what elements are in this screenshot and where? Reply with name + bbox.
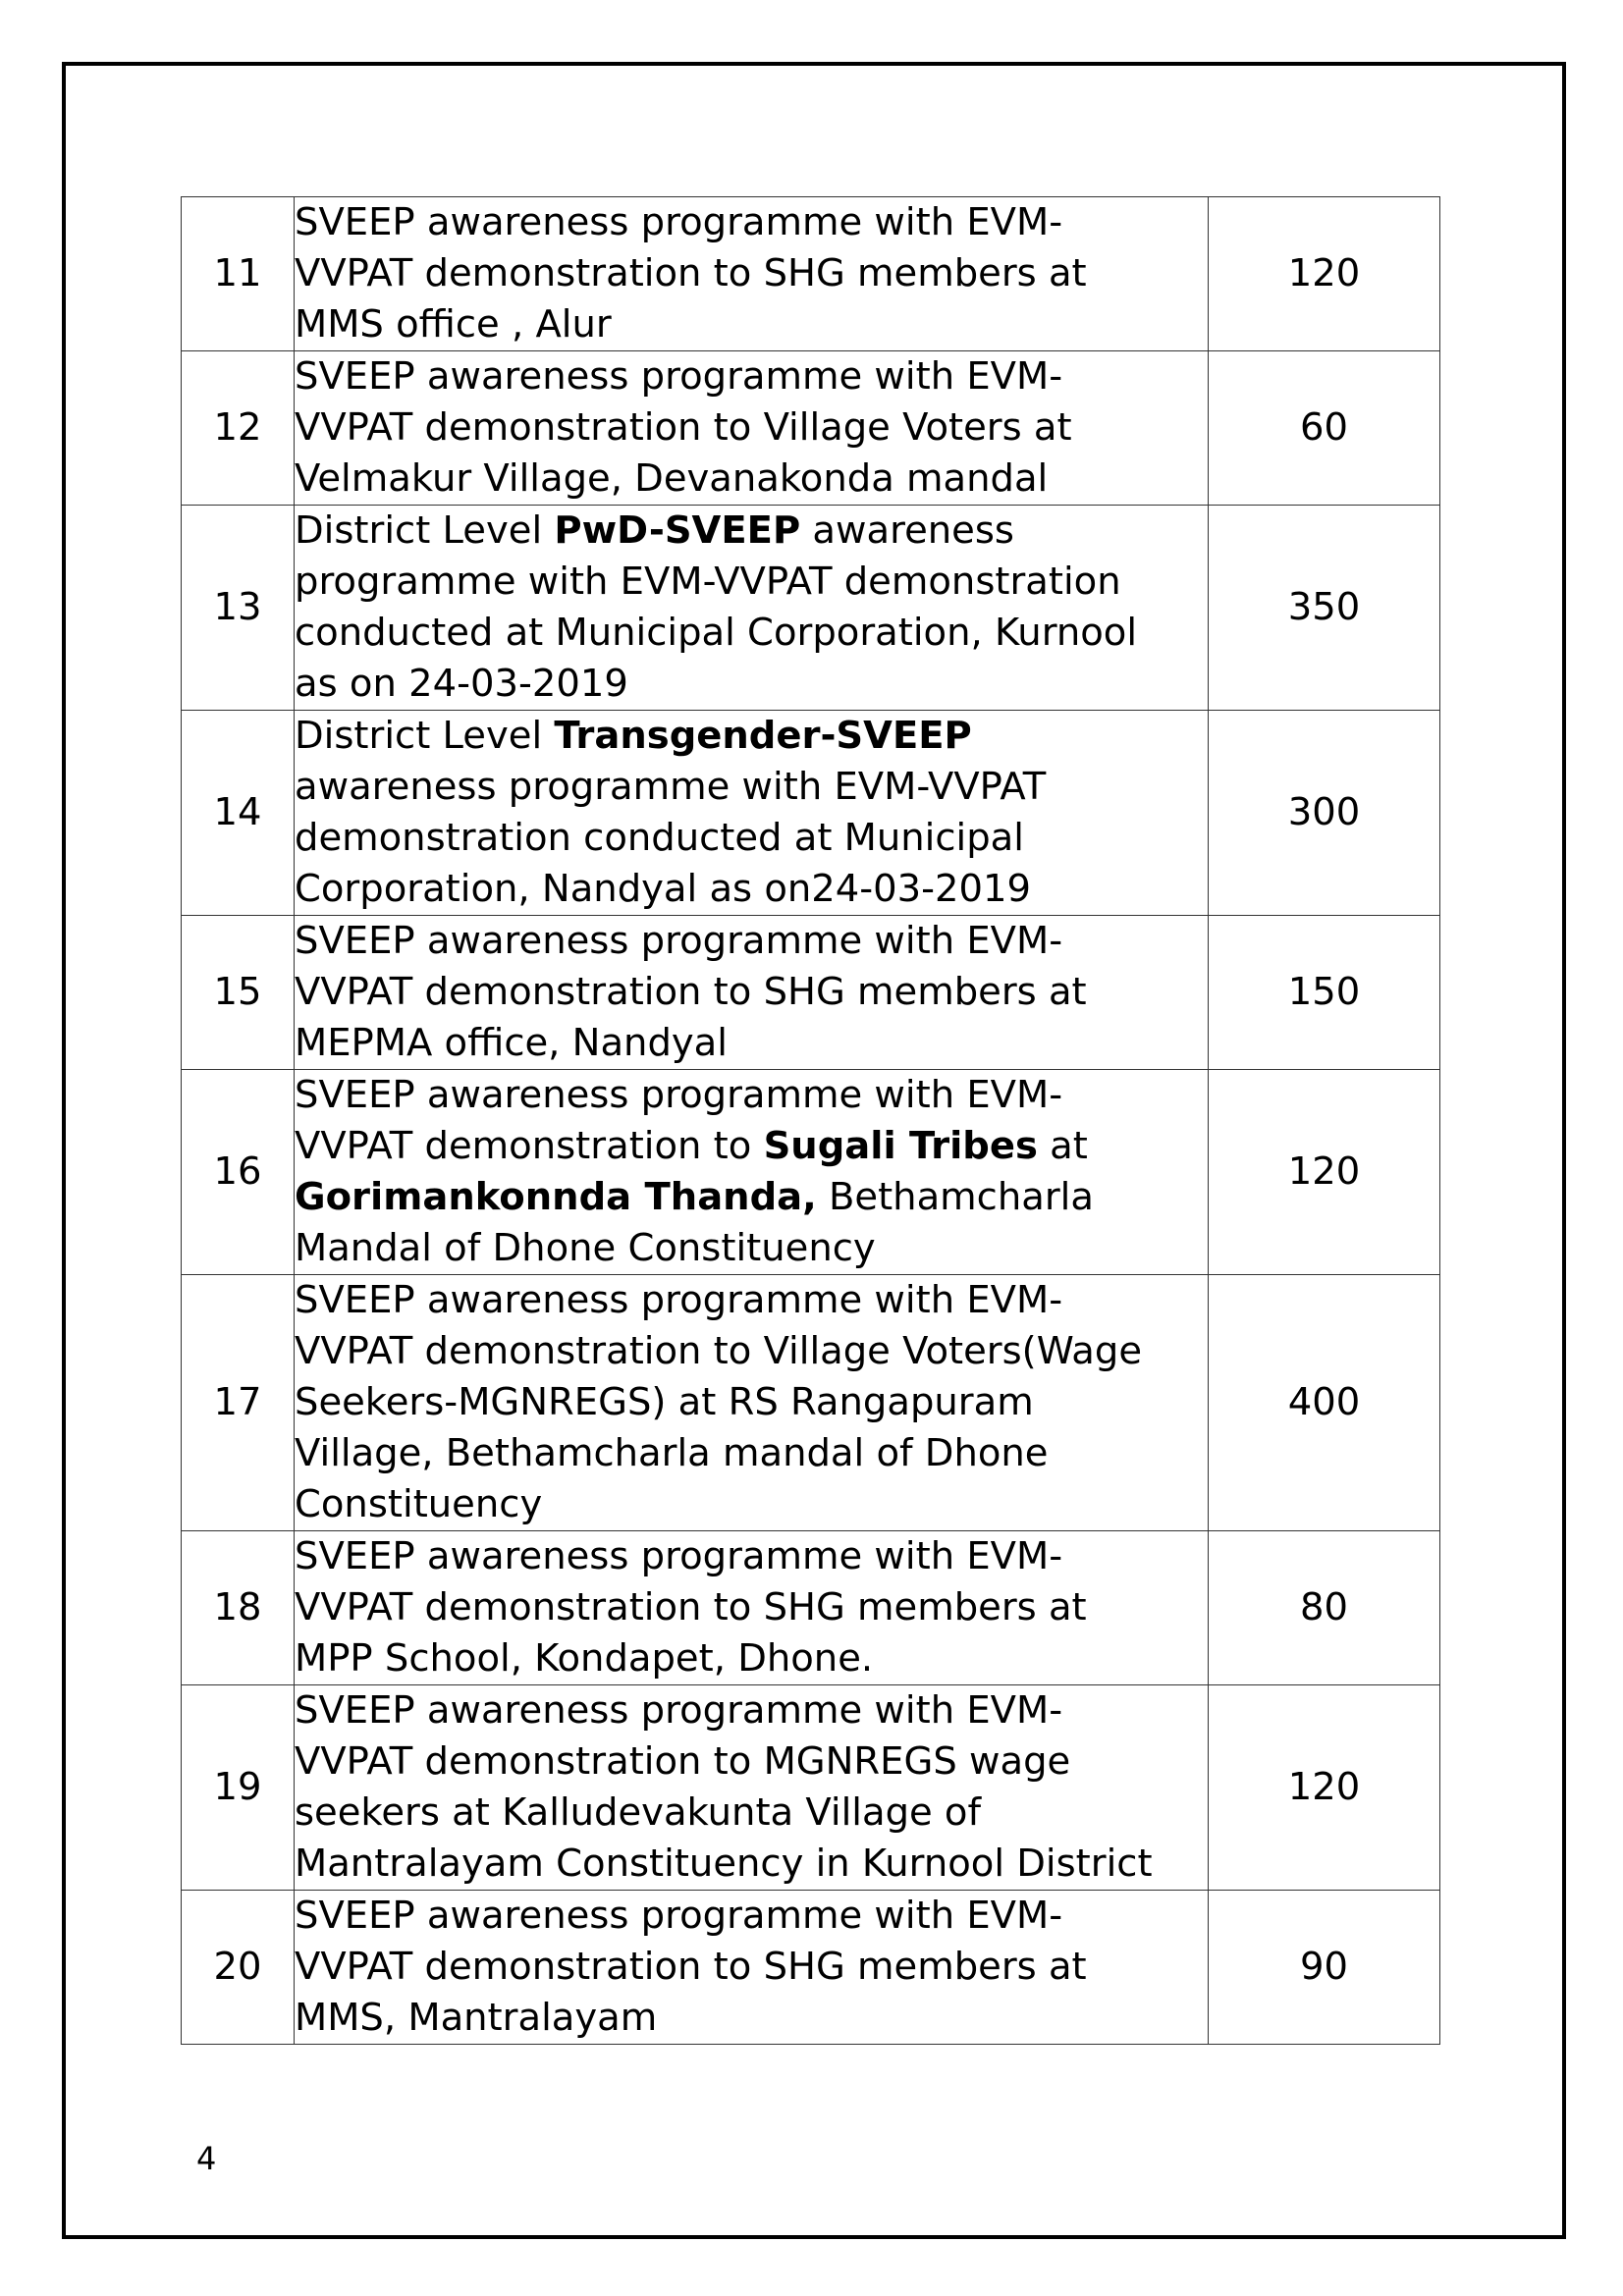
description-line	[295, 1685, 1208, 1736]
description-line	[295, 813, 1208, 864]
description-line	[295, 1172, 1208, 1223]
participant-count: 300	[1209, 711, 1440, 916]
text-segment: VVPAT demonstration to MGNREGS wage	[295, 1739, 1071, 1784]
participant-count: 120	[1209, 1685, 1440, 1891]
text-segment: Bethamcharla	[816, 1175, 1094, 1219]
table-row	[182, 916, 1440, 1070]
description-line	[295, 1275, 1208, 1326]
participant-count: 120	[1209, 197, 1440, 351]
text-segment: conducted at Municipal Corporation, Kurnool	[295, 611, 1138, 655]
programme-description	[295, 1685, 1209, 1891]
text-segment: as on 24-03-2019	[295, 662, 628, 706]
text-segment: District Level	[295, 508, 555, 553]
serial-number: 18	[182, 1531, 295, 1685]
programme-table	[181, 196, 1440, 2045]
description-line	[295, 1428, 1208, 1479]
text-segment: SVEEP awareness programme with EVM-	[295, 354, 1063, 399]
bold-text-segment: PwD-SVEEP	[554, 508, 801, 553]
text-segment: District Level	[295, 714, 555, 758]
programme-description	[295, 351, 1209, 506]
description-line	[295, 1839, 1208, 1890]
serial-number: 12	[182, 351, 295, 506]
text-segment: VVPAT demonstration to SHG members at	[295, 1945, 1087, 1989]
text-segment: awareness programme with EVM-VVPAT	[295, 765, 1047, 809]
description-line	[295, 916, 1208, 967]
description-line	[295, 1377, 1208, 1428]
programme-description	[295, 1891, 1209, 2045]
bold-text-segment: Gorimankonnda Thanda,	[295, 1175, 817, 1219]
description-line	[295, 351, 1208, 402]
programme-description	[295, 197, 1209, 351]
description-line	[295, 557, 1208, 608]
text-segment: MMS office , Alur	[295, 302, 612, 347]
description-line	[295, 1942, 1208, 1993]
programme-description	[295, 711, 1209, 916]
participant-count: 400	[1209, 1275, 1440, 1531]
description-line	[295, 1633, 1208, 1684]
description-line	[295, 1223, 1208, 1274]
serial-number: 19	[182, 1685, 295, 1891]
programme-description	[295, 1275, 1209, 1531]
participant-count: 60	[1209, 351, 1440, 506]
table-row	[182, 1685, 1440, 1891]
table-row	[182, 711, 1440, 916]
participant-count: 90	[1209, 1891, 1440, 2045]
text-segment: Village, Bethamcharla mandal of Dhone	[295, 1431, 1049, 1475]
text-segment: Velmakur Village, Devanakonda mandal	[295, 456, 1049, 501]
description-line	[295, 197, 1208, 248]
table-row	[182, 1070, 1440, 1275]
text-segment: MEPMA office, Nandyal	[295, 1021, 728, 1065]
text-segment: MMS, Mantralayam	[295, 1996, 658, 2040]
serial-number: 16	[182, 1070, 295, 1275]
participant-count: 350	[1209, 506, 1440, 711]
description-line	[295, 762, 1208, 813]
text-segment: Seekers-MGNREGS) at RS Rangapuram	[295, 1380, 1034, 1424]
description-line	[295, 608, 1208, 659]
text-segment: SVEEP awareness programme with EVM-	[295, 1894, 1063, 1938]
programme-description	[295, 916, 1209, 1070]
description-line	[295, 1993, 1208, 2044]
programme-description	[295, 506, 1209, 711]
text-segment: demonstration conducted at Municipal	[295, 816, 1024, 860]
serial-number: 13	[182, 506, 295, 711]
table-row	[182, 197, 1440, 351]
text-segment: SVEEP awareness programme with EVM-	[295, 1278, 1063, 1322]
text-segment: SVEEP awareness programme with EVM-	[295, 200, 1063, 244]
text-segment: VVPAT demonstration to SHG members at	[295, 970, 1087, 1014]
description-line	[295, 711, 1208, 762]
bold-text-segment: Transgender-SVEEP	[554, 714, 972, 758]
text-segment: Mandal of Dhone Constituency	[295, 1226, 876, 1270]
text-segment: VVPAT demonstration to Village Voters at	[295, 405, 1072, 450]
description-line	[295, 1531, 1208, 1582]
text-segment: programme with EVM-VVPAT demonstration	[295, 560, 1121, 604]
description-line	[295, 1326, 1208, 1377]
text-segment: Constituency	[295, 1482, 543, 1526]
text-segment: SVEEP awareness programme with EVM-	[295, 1534, 1063, 1578]
description-line	[295, 454, 1208, 505]
table-row	[182, 506, 1440, 711]
text-segment: VVPAT demonstration to	[295, 1124, 764, 1168]
serial-number: 15	[182, 916, 295, 1070]
table-row	[182, 1531, 1440, 1685]
participant-count: 80	[1209, 1531, 1440, 1685]
text-segment: VVPAT demonstration to SHG members at	[295, 251, 1087, 295]
description-line	[295, 967, 1208, 1018]
description-line	[295, 402, 1208, 454]
serial-number: 11	[182, 197, 295, 351]
description-line	[295, 864, 1208, 915]
description-line	[295, 1479, 1208, 1530]
serial-number: 14	[182, 711, 295, 916]
description-line	[295, 659, 1208, 710]
text-segment: SVEEP awareness programme with EVM-	[295, 1073, 1063, 1117]
table-row	[182, 351, 1440, 506]
serial-number: 20	[182, 1891, 295, 2045]
programme-description	[295, 1531, 1209, 1685]
text-segment: VVPAT demonstration to Village Voters(Wage	[295, 1329, 1143, 1373]
table-row	[182, 1275, 1440, 1531]
description-line	[295, 248, 1208, 299]
description-line	[295, 1788, 1208, 1839]
text-segment: seekers at Kalludevakunta Village of	[295, 1790, 982, 1835]
text-segment: SVEEP awareness programme with EVM-	[295, 1688, 1063, 1733]
description-line	[295, 1018, 1208, 1069]
participant-count: 150	[1209, 916, 1440, 1070]
description-line	[295, 299, 1208, 350]
bold-text-segment: Sugali Tribes	[763, 1124, 1038, 1168]
text-segment: Corporation, Nandyal as on24-03-2019	[295, 867, 1032, 911]
text-segment: awareness	[800, 508, 1014, 553]
text-segment: at	[1037, 1124, 1088, 1168]
text-segment: Mantralayam Constituency in Kurnool District	[295, 1842, 1153, 1886]
description-line	[295, 1891, 1208, 1942]
participant-count: 120	[1209, 1070, 1440, 1275]
description-line	[295, 1070, 1208, 1121]
serial-number: 17	[182, 1275, 295, 1531]
page-number: 4	[196, 2140, 217, 2177]
text-segment: SVEEP awareness programme with EVM-	[295, 919, 1063, 963]
description-line	[295, 1736, 1208, 1788]
table-row	[182, 1891, 1440, 2045]
description-line	[295, 1582, 1208, 1633]
description-line	[295, 1121, 1208, 1172]
programme-description	[295, 1070, 1209, 1275]
programme-table-body	[182, 197, 1440, 2045]
text-segment: MPP School, Kondapet, Dhone.	[295, 1636, 874, 1681]
text-segment: VVPAT demonstration to SHG members at	[295, 1585, 1087, 1629]
description-line	[295, 506, 1208, 557]
